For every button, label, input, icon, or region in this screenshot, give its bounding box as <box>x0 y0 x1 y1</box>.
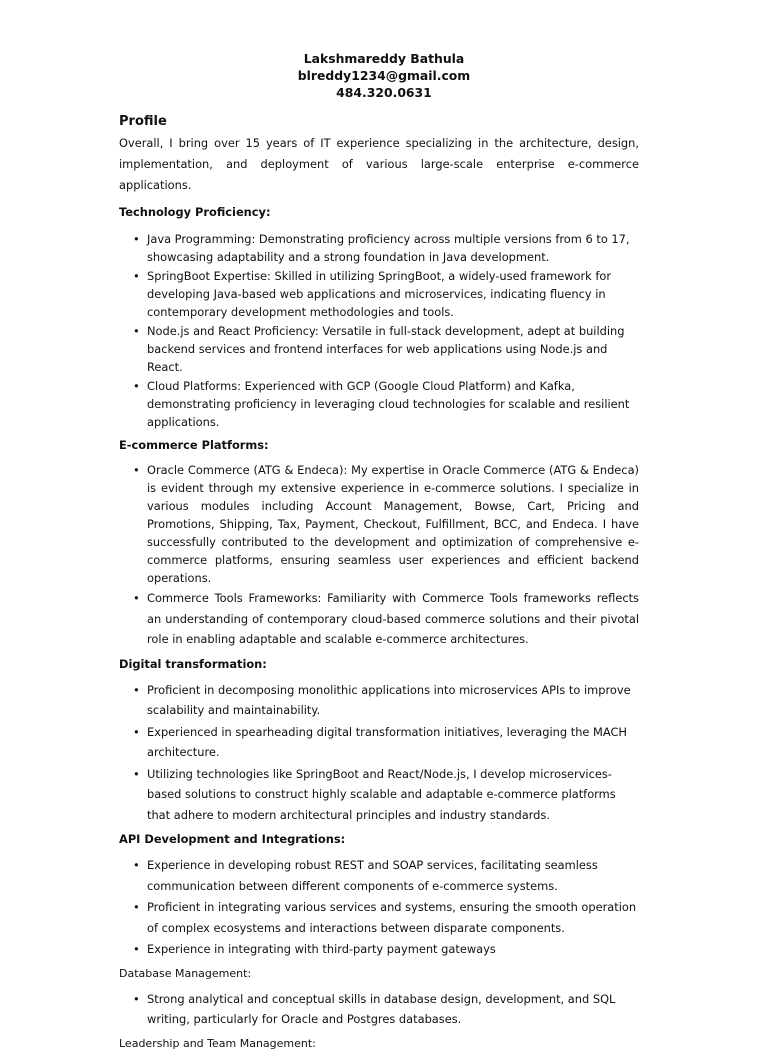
section-heading-digital: Digital transformation: <box>119 656 267 671</box>
resume-body <box>119 113 639 1059</box>
list-item: • Cloud Platforms: Experienced with GCP (Google Cloud Platform) and Kafka, demonstrating proficiency in leveraging cloud technologies for scalable and resilient applications. <box>119 377 639 431</box>
candidate-name: Lakshmareddy Bathula <box>303 51 465 66</box>
resume-header <box>0 50 768 101</box>
list-item: • Experience in developing robust REST and SOAP services, facilitating seamless communication between different components of e-commerce systems. <box>119 855 639 896</box>
list-item: • Proficient in integrating various services and systems, ensuring the smooth operation of complex ecosystems and interactions between disparate components. <box>119 897 639 938</box>
list-item: • Strong analytical and conceptual skills in database design, development, and SQL writing, particularly for Oracle and Postgres databases. <box>119 989 639 1030</box>
list-item: • Proficient in decomposing monolithic applications into microservices APIs to improve scalability and maintainability. <box>119 680 639 721</box>
list-item: • Commerce Tools Frameworks: Familiarity with Commerce Tools frameworks reflects an understanding of contemporary cloud-based commerce solutions and their pivotal role in enabling adaptable and scalable e-commerce architectures. <box>119 588 639 650</box>
digital-list <box>119 680 639 826</box>
database-list <box>119 989 639 1030</box>
list-item: • SpringBoot Expertise: Skilled in utilizing SpringBoot, a widely-used framework for developing Java-based web applications and microservices, indicating fluency in contemporary development methodologies and tools. <box>119 267 639 321</box>
list-item: • Experienced in spearheading digital transformation initiatives, leveraging the MACH architecture. <box>119 722 639 763</box>
profile-heading: Profile <box>119 114 167 129</box>
candidate-email: blreddy1234@gmail.com <box>297 68 471 83</box>
api-list <box>119 855 639 960</box>
section-heading-technology: Technology Proficiency: <box>119 205 271 219</box>
list-item: • Experience in integrating with third-party payment gateways <box>119 939 639 960</box>
section-heading-leadership: Leadership and Team Management: <box>119 1036 316 1050</box>
profile-summary: Overall, I bring over 15 years of IT experience specializing in the architecture, design, implementation, and deployment of various large-scale enterprise e-commerce applications. <box>119 136 639 192</box>
section-heading-api: API Development and Integrations: <box>119 832 346 846</box>
technology-list <box>119 230 639 431</box>
ecommerce-list <box>119 461 639 650</box>
list-item: • Utilizing technologies like SpringBoot and React/Node.js, I develop microservices-based solutions to construct highly scalable and adaptable e-commerce platforms that adhere to modern architectural principles and industry standards. <box>119 764 639 826</box>
list-item: • Node.js and React Proficiency: Versatile in full-stack development, adept at building backend services and frontend interfaces for web applications using Node.js and React. <box>119 322 639 376</box>
list-item: • Java Programming: Demonstrating proficiency across multiple versions from 6 to 17, showcasing adaptability and a strong foundation in Java development. <box>119 230 639 266</box>
list-item: • Oracle Commerce (ATG & Endeca): My expertise in Oracle Commerce (ATG & Endeca) is evident through my extensive experience in e-commerce solutions. I specialize in various modules including Account Management, Bowse, Cart, Pricing and Promotions, Shipping, Tax, Payment, Checkout, Fulfillment, BCC, and Endeca. I have successfully contributed to the development and optimization of comprehensive e-commerce platforms, ensuring seamless user experiences and efficient backend operations. <box>119 461 639 587</box>
section-heading-ecommerce: E-commerce Platforms: <box>119 438 269 452</box>
section-heading-database: Database Management: <box>119 966 252 980</box>
candidate-phone: 484.320.0631 <box>336 85 432 100</box>
